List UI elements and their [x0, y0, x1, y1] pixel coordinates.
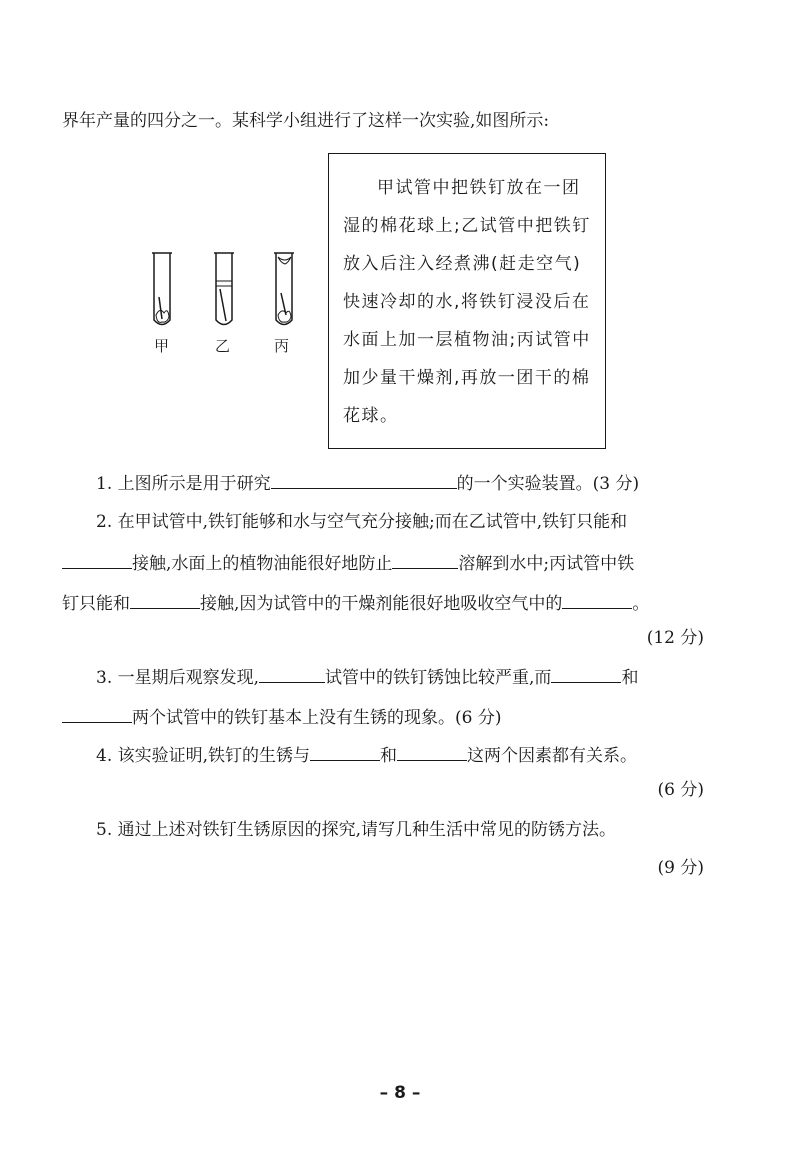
q3-line-2	[62, 704, 501, 730]
page-number: – 8 –	[379, 1083, 421, 1103]
q2-blank-4[interactable]	[562, 590, 632, 609]
q2-line-1: 2. 在甲试管中,铁钉能够和水与空气充分接触;而在乙试管中,铁钉只能和	[96, 512, 628, 532]
question-4	[96, 742, 637, 768]
q3-blank-3[interactable]	[62, 704, 132, 723]
q1-text-a: 1. 上图所示是用于研究	[96, 474, 271, 494]
q2-score: (12 分)	[646, 628, 704, 648]
tube-bing	[274, 253, 294, 325]
tube-yi	[214, 253, 234, 325]
q3-blank-2[interactable]	[551, 664, 621, 683]
box-line-6: 加少量干燥剂,再放一团干的棉	[343, 368, 591, 388]
q2-text-3c: 。	[632, 594, 650, 614]
q5-score: (9 分)	[657, 858, 704, 878]
q2-text-2b: 溶解到水中;丙试管中铁	[458, 554, 635, 574]
q2-text-2a: 接触,水面上的植物油能很好地防止	[132, 554, 393, 574]
q3-line-1	[96, 664, 638, 690]
box-line-5: 水面上加一层植物油;丙试管中	[343, 330, 591, 350]
test-tube-figure	[140, 245, 310, 335]
q2-blank-1[interactable]	[62, 550, 132, 569]
box-line-4: 快速冷却的水,将铁钉浸没后在	[343, 292, 591, 312]
q2-text-3b: 接触,因为试管中的干燥剂能很好地吸收空气中的	[200, 594, 563, 614]
tube-jia	[152, 253, 172, 325]
tube-label-bing: 丙	[274, 337, 290, 355]
q4-blank-2[interactable]	[397, 742, 467, 761]
question-1	[96, 470, 639, 496]
q4-text-a: 4. 该实验证明,铁钉的生锈与	[96, 746, 311, 766]
box-line-7: 花球。	[343, 406, 399, 426]
q2-line-2	[62, 550, 634, 576]
q2-text-3a: 钉只能和	[62, 594, 130, 614]
experiment-description-box	[328, 153, 606, 449]
q4-score: (6 分)	[657, 780, 704, 800]
q3-text-1a: 3. 一星期后观察发现,	[96, 668, 260, 688]
q3-text-2: 两个试管中的铁钉基本上没有生锈的现象。(6 分)	[132, 708, 502, 728]
q3-text-1c: 和	[621, 668, 639, 688]
q3-text-1b: 试管中的铁钉锈蚀比较严重,而	[325, 668, 552, 688]
q4-text-b: 和	[380, 746, 398, 766]
q1-answer-blank[interactable]	[271, 470, 457, 489]
tube-label-yi: 乙	[215, 337, 231, 355]
box-line-1: 甲试管中把铁钉放在一团	[377, 178, 581, 198]
q2-line-3	[62, 590, 649, 616]
intro-text: 界年产量的四分之一。某科学小组进行了这样一次实验,如图所示:	[62, 111, 550, 131]
q2-blank-2[interactable]	[392, 550, 458, 569]
q4-text-c: 这两个因素都有关系。	[467, 746, 638, 766]
q4-blank-1[interactable]	[310, 742, 380, 761]
q1-text-b: 的一个实验装置。(3 分)	[456, 474, 640, 494]
question-5: 5. 通过上述对铁钉生锈原因的探究,请写几种生活中常见的防锈方法。	[96, 820, 617, 840]
q3-blank-1[interactable]	[259, 664, 325, 683]
box-line-3: 放入后注入经煮沸(赶走空气)	[343, 254, 582, 274]
q2-blank-3[interactable]	[130, 590, 200, 609]
tube-label-jia: 甲	[154, 337, 170, 355]
box-line-2: 湿的棉花球上;乙试管中把铁钉	[343, 216, 591, 236]
